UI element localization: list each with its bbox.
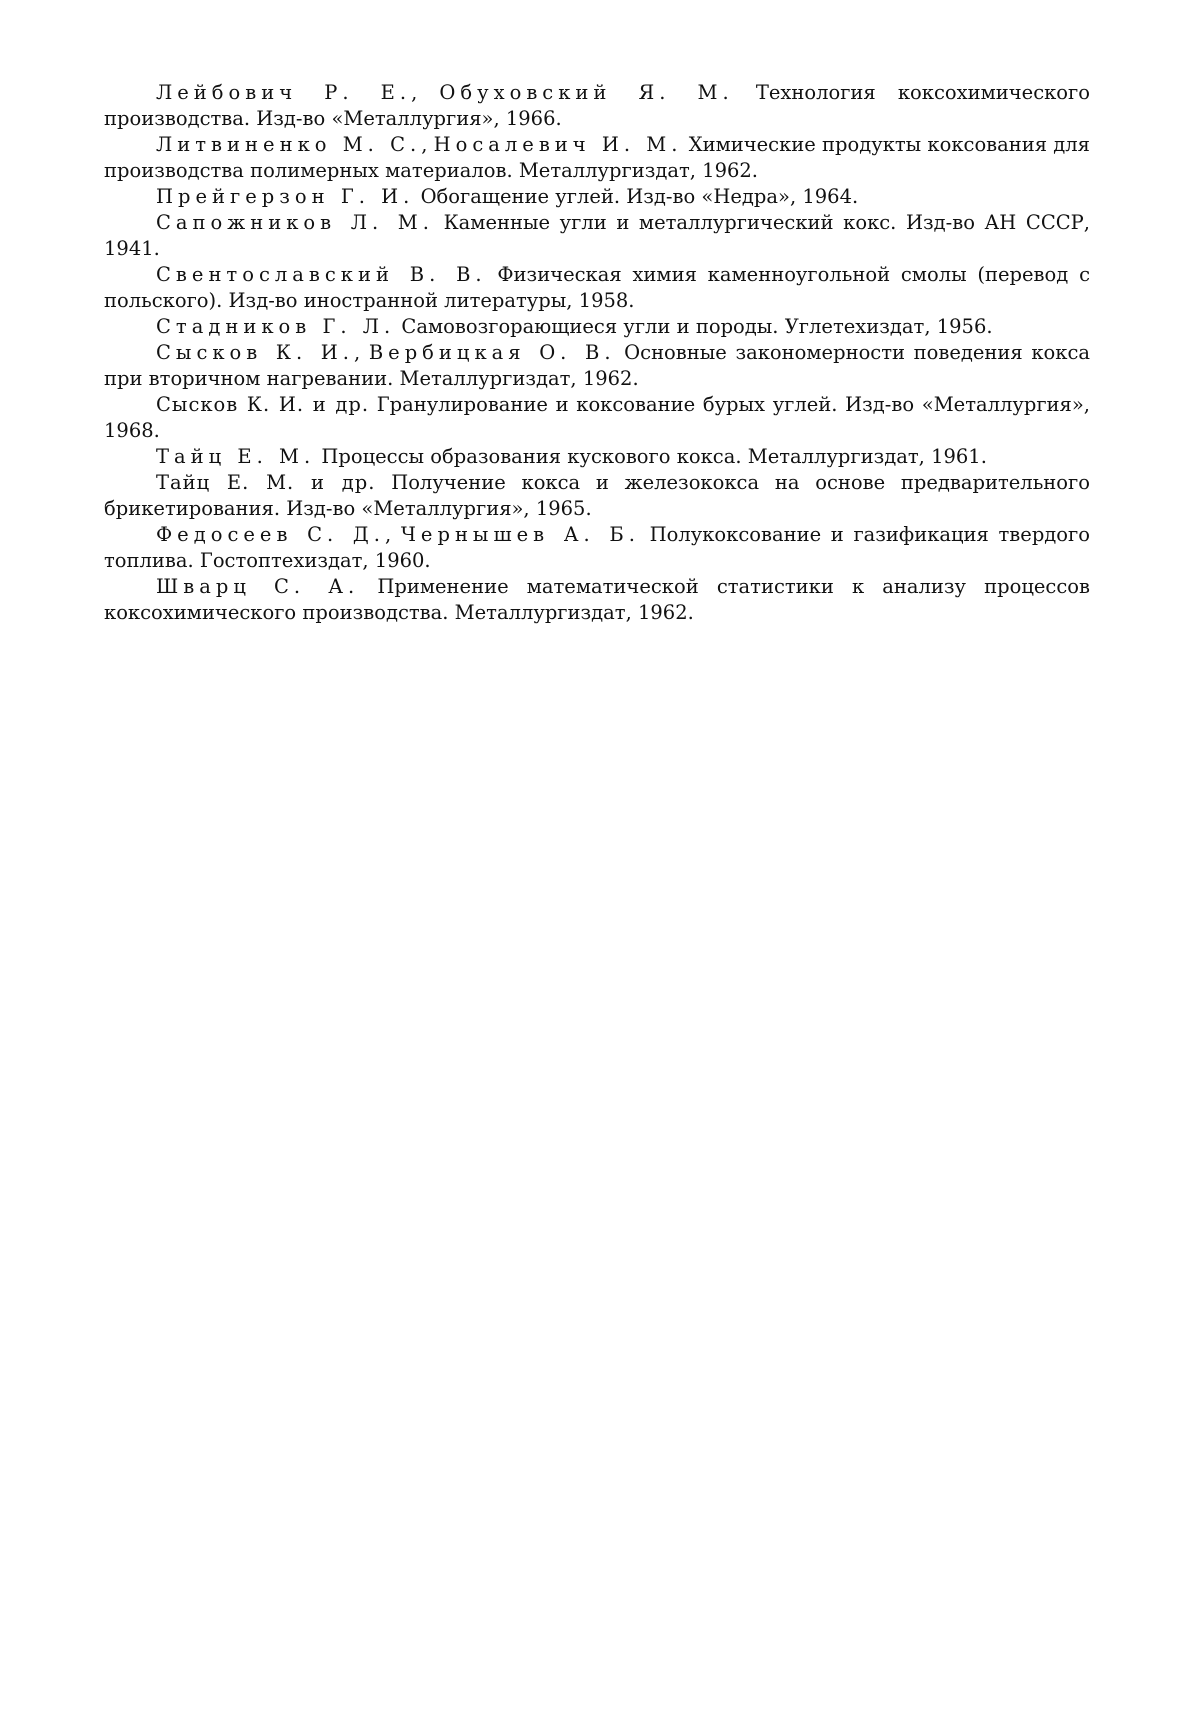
reference-author: Свентославский В. В. [156,263,487,286]
reference-text: Химические продукты коксования для производства полимерных материалов. Металлургиздат, 1962. [104,133,1090,182]
reference-author: Тайц Е. М. [156,445,316,468]
reference-author: Литвиненко М. С. [156,133,422,156]
reference-author: Федосеев С. Д. [156,523,385,546]
reference-author: Сапожников Л. М. [156,211,434,234]
reference-author: Лейбович Р. Е. [156,81,412,104]
reference-text: Процессы образования кускового кокса. Металлургиздат, 1961. [321,445,987,468]
reference-text: Полукоксование и газификация твердого топлива. Гостоптехиздат, 1960. [104,523,1091,572]
reference-text: Обогащение углей. Изд-во «Недра», 1964. [420,185,859,208]
reference-author: Вербицкая О. В. [368,341,616,364]
reference-text: Получение кокса и железококса на основе предварительного брикетирования. Изд-во «Металлургия», 1965. [104,471,1090,520]
reference-text: Технология коксохимического производства. Изд-во «Металлургия», 1966. [104,81,1090,130]
reference-item [104,210,1090,262]
reference-item [104,470,1090,522]
reference-list [104,80,1090,626]
reference-author: Сысков К. И. и др. [156,393,370,416]
reference-text: Применение математической статистики к анализу процессов коксохимического производства. Металлургиздат, 1962. [104,575,1090,624]
reference-text: Каменные угли и металлургический кокс. Изд-во АН СССР, 1941. [104,211,1090,260]
reference-author: Тайц Е. М. и др. [156,471,376,494]
reference-item [104,184,1090,210]
reference-author: Прейгерзон Г. И. [156,185,415,208]
reference-author: Чернышев А. Б. [400,523,640,546]
reference-item [104,314,1090,340]
reference-author: Носалевич И. М. [433,133,683,156]
reference-author: Шварц С. А. [156,575,360,598]
reference-item: Литвиненко М. С., Носалевич И. М. Химические продукты коксования для производства полимерных материалов. Металлургиздат, 1962. [104,133,1090,182]
reference-item: Лейбович Р. Е., Обуховский Я. М. Технология коксохимического производства. Изд-во «Металлургия», 1966. [104,81,1090,130]
reference-author: Стадников Г. Л. [156,315,396,338]
reference-item [104,262,1090,314]
reference-item [104,444,1090,470]
reference-item [104,392,1090,444]
reference-text: Основные закономерности поведения кокса при вторичном нагревании. Металлургиздат, 1962. [104,341,1091,390]
reference-text: Самовозгорающиеся угли и породы. Углетехиздат, 1956. [401,315,993,338]
reference-text: Физическая химия каменноугольной смолы (перевод с польского). Изд-во иностранной литературы, 1958. [104,263,1090,312]
reference-item: Федосеев С. Д., Чернышев А. Б. Полукоксование и газификация твердого топлива. Гостоптехиздат, 1960. [104,523,1091,572]
reference-author: Сысков К. И. [156,341,354,364]
reference-text: Гранулирование и коксование бурых углей. Изд-во «Металлургия», 1968. [104,393,1090,442]
reference-author: Обуховский Я. М. [439,81,734,104]
reference-item [104,574,1090,626]
reference-item: Сысков К. И., Вербицкая О. В. Основные закономерности поведения кокса при вторичном нагревании. Металлургиздат, 1962. [104,341,1091,390]
